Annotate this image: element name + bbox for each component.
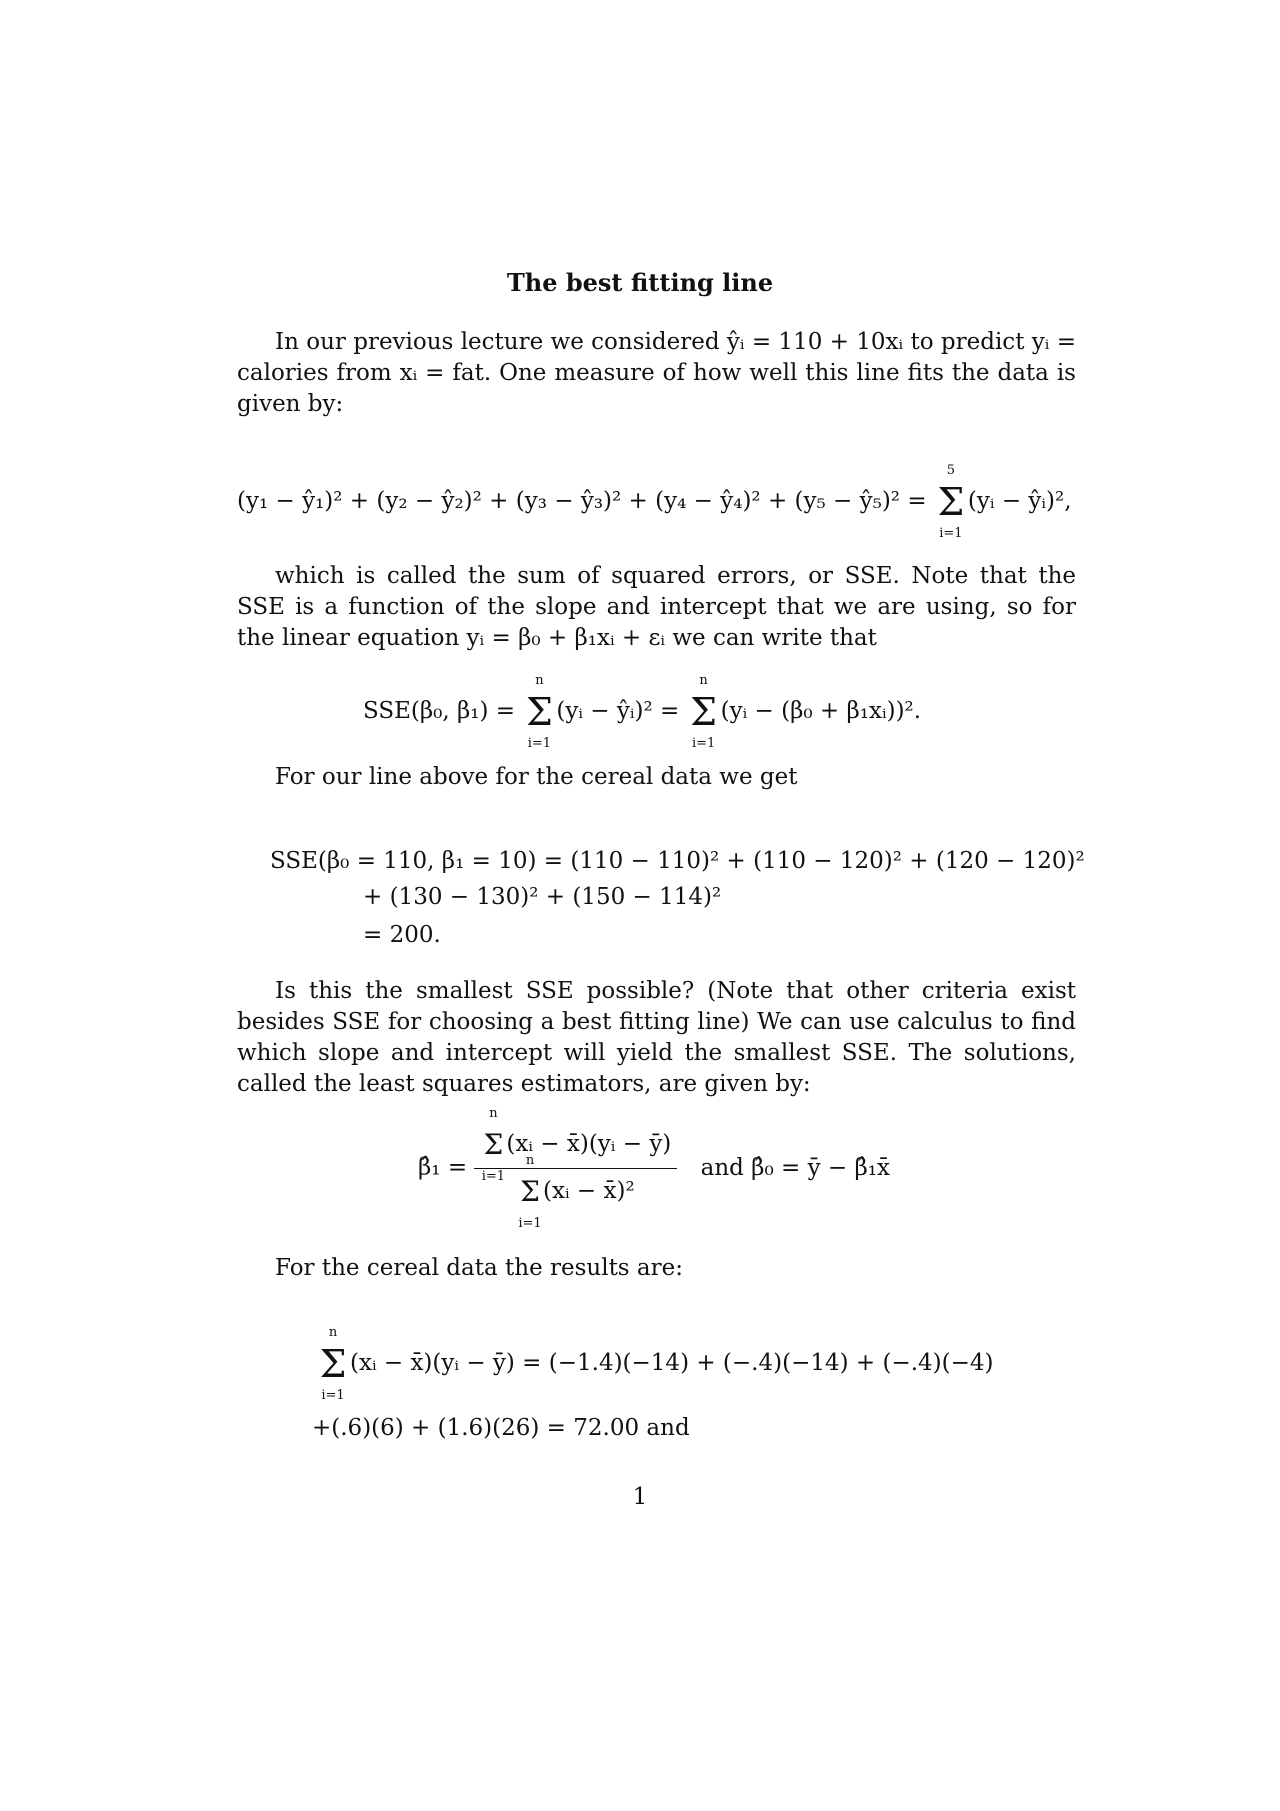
sum-upper-limit: n bbox=[535, 673, 544, 688]
sse-paragraph: which is called the sum of squared errors, or SSE. Note that the SSE is a function of the slope and intercept that we are using, so for the linear equation yᵢ = β₀ + β₁xᵢ + εᵢ we can write that bbox=[237, 563, 1076, 651]
least-squares-equation bbox=[418, 1106, 890, 1231]
sum-upper-limit: n bbox=[328, 1325, 338, 1340]
sum-lower-limit: i=1 bbox=[527, 736, 552, 751]
sse-func-rhs: (yᵢ − (β₀ + β₁xᵢ))². bbox=[720, 698, 922, 724]
sse-func-mid: (yᵢ − ŷᵢ)² = bbox=[556, 698, 687, 724]
results-line-1 bbox=[316, 1325, 994, 1403]
sum-lower-limit: i=1 bbox=[939, 526, 963, 541]
beta1-numerator: n Σ i=1 (xᵢ − x̄)(yᵢ − ȳ) bbox=[481, 1106, 672, 1184]
sse-func-lhs: SSE(β₀, β₁) = bbox=[363, 698, 523, 724]
section-title: The best fitting line bbox=[506, 268, 774, 297]
page-number: 1 bbox=[632, 1484, 648, 1510]
beta1-lhs: β̂₁ = bbox=[418, 1154, 475, 1181]
summation-symbol: n Σ i=1 bbox=[316, 1345, 350, 1383]
sum-lower-limit: i=1 bbox=[691, 736, 716, 751]
summation-symbol: 5 Σ i=1 bbox=[934, 483, 968, 521]
summation-symbol: n Σ i=1 bbox=[522, 693, 556, 731]
beta0-expression: and β̂₀ = ȳ − β̂₁x̄ bbox=[700, 1154, 890, 1181]
sse-sum-rhs: (yᵢ − ŷᵢ)², bbox=[967, 488, 1072, 514]
beta1-denominator: n Σ i=1 (xᵢ − x̄)² bbox=[518, 1153, 635, 1231]
cereal-sse-line-2: + (130 − 130)² + (150 − 114)² bbox=[363, 884, 722, 910]
cereal-sse-line-3: = 200. bbox=[363, 922, 441, 948]
intro-paragraph: In our previous lecture we considered ŷᵢ = 110 + 10xᵢ to predict yᵢ = calories from xᵢ = fat. One measure of how well this line fits the data is given by: bbox=[237, 329, 1076, 417]
beta1-fraction bbox=[474, 1106, 677, 1231]
sse-sum-equation bbox=[237, 463, 1072, 541]
summation-symbol: n Σ i=1 bbox=[687, 693, 721, 731]
results-line-1-text: (xᵢ − x̄)(yᵢ − ȳ) = (−1.4)(−14) + (−.4)(−14) + (−.4)(−4) bbox=[350, 1350, 994, 1376]
sum-upper-limit: n bbox=[699, 673, 708, 688]
smallest-sse-paragraph: Is this the smallest SSE possible? (Note that other criteria exist besides SSE for choosing a best fitting line) We can use calculus to find which slope and intercept will yield the smallest SSE. The solutions, called the least squares estimators, are given by: bbox=[237, 978, 1076, 1097]
cereal-sse-line-1: SSE(β₀ = 110, β₁ = 10) = (110 − 110)² + (110 − 120)² + (120 − 120)² bbox=[270, 848, 1085, 874]
sse-sum-lhs: (y₁ − ŷ₁)² + (y₂ − ŷ₂)² + (y₃ − ŷ₃)² + (y₄ − ŷ₄)² + (y₅ − ŷ₅)² = bbox=[237, 488, 934, 514]
sse-function-equation bbox=[363, 673, 922, 751]
sum-upper-limit: 5 bbox=[946, 463, 956, 478]
results-line-2: +(.6)(6) + (1.6)(26) = 72.00 and bbox=[312, 1415, 690, 1441]
cereal-paragraph: For our line above for the cereal data we get bbox=[275, 764, 798, 790]
results-paragraph: For the cereal data the results are: bbox=[275, 1255, 683, 1281]
sum-lower-limit: i=1 bbox=[321, 1388, 345, 1403]
